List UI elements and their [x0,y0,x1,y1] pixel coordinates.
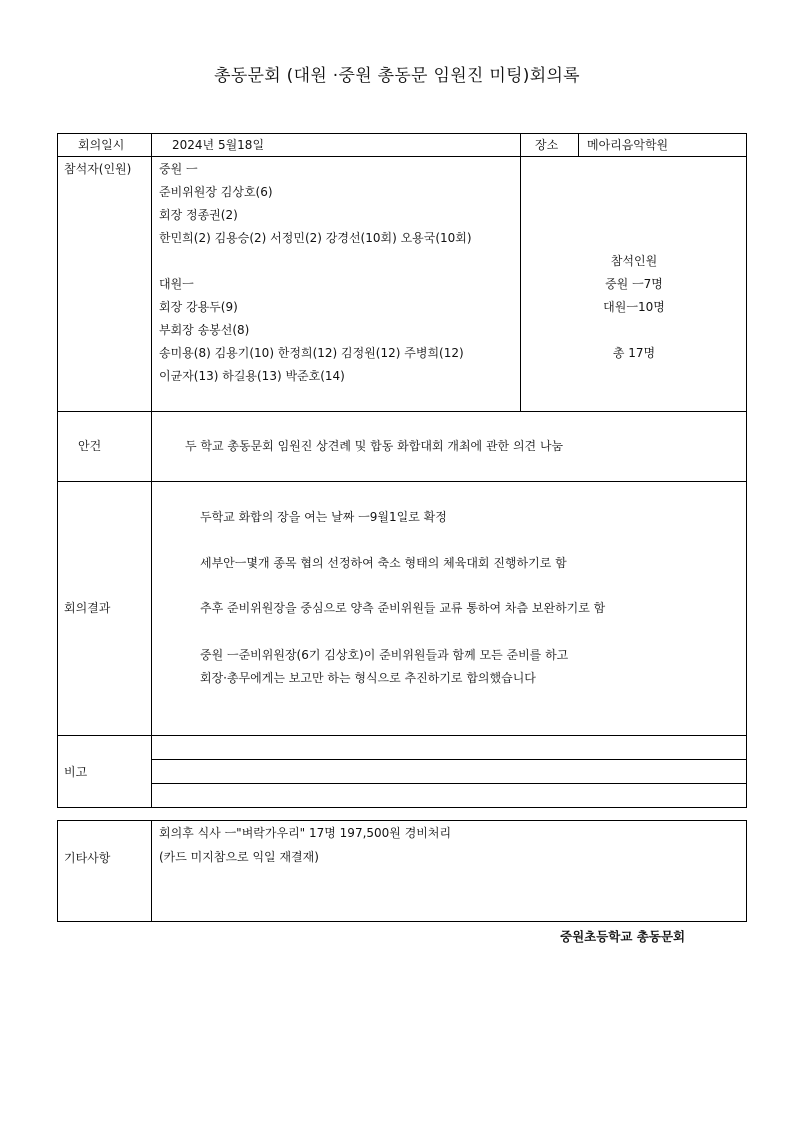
results-label: 회의결과 [64,601,111,615]
etc-line: (카드 미지참으로 익일 재결재) [159,850,319,864]
agenda-text: 두 학교 총동문회 임원진 상견례 및 합동 화합대회 개최에 관한 의견 나눔 [185,439,564,453]
attendee-line: 준비위원장 김상호(6) [159,185,273,199]
summary-title: 참석인원 [610,254,658,268]
result-item: 중원 ㅡ준비위원장(6기 김상호)이 준비위원들과 함께 모든 준비를 하고 [200,648,569,662]
etc-label: 기타사항 [64,851,111,865]
meeting-place-label: 장소 [535,138,559,152]
result-item: 두학교 화합의 장을 여는 날짜 ㅡ9월1일로 확정 [200,510,447,524]
attendee-line: 부회장 송봉선(8) [159,323,250,337]
summary-daewon: 대원ㅡ10명 [603,300,665,314]
page-title: 총동문회 (대원 ·중원 총동문 임원진 미팅)회의록 [214,66,580,86]
remarks-label: 비고 [64,765,88,779]
attendees-label: 참석자(인원) [64,162,132,176]
attendee-line: 한민희(2) 김용승(2) 서정민(2) 강경선(10회) 오용국(10회) [159,231,472,245]
summary-jungwon: 중원 ㅡ7명 [605,277,663,291]
result-item: 세부안ㅡ몇개 종목 협의 선정하여 축소 형태의 체육대회 진행하기로 함 [200,556,567,570]
result-item: 추후 준비위원장을 중심으로 양측 준비위원들 교류 통하여 차츰 보완하기로 함 [200,601,606,615]
meeting-place-value: 메아리음악학원 [587,138,669,152]
attendee-line: 회장 정종권(2) [159,208,238,222]
attendee-line: 중원 ㅡ [159,162,198,176]
attendee-line: 이균자(13) 하길용(13) 박준호(14) [159,369,345,383]
attendee-line: 송미용(8) 김용기(10) 한정희(12) 김정원(12) 주병희(12) [159,346,464,360]
attendee-line: 회장 강용두(9) [159,300,238,314]
footer-org: 중원초등학교 총동문회 [560,929,686,944]
meeting-date-label: 회의일시 [78,138,125,152]
etc-line: 회의후 식사 ㅡ"벼락가우리" 17명 197,500원 경비처리 [159,826,452,840]
summary-total: 총 17명 [612,346,656,360]
result-item: 회장·총무에게는 보고만 하는 형식으로 추진하기로 합의했습니다 [200,671,536,685]
agenda-label: 안건 [78,439,102,453]
attendee-line: 대원ㅡ [159,277,194,291]
meeting-date-value: 2024년 5월18일 [172,138,265,152]
